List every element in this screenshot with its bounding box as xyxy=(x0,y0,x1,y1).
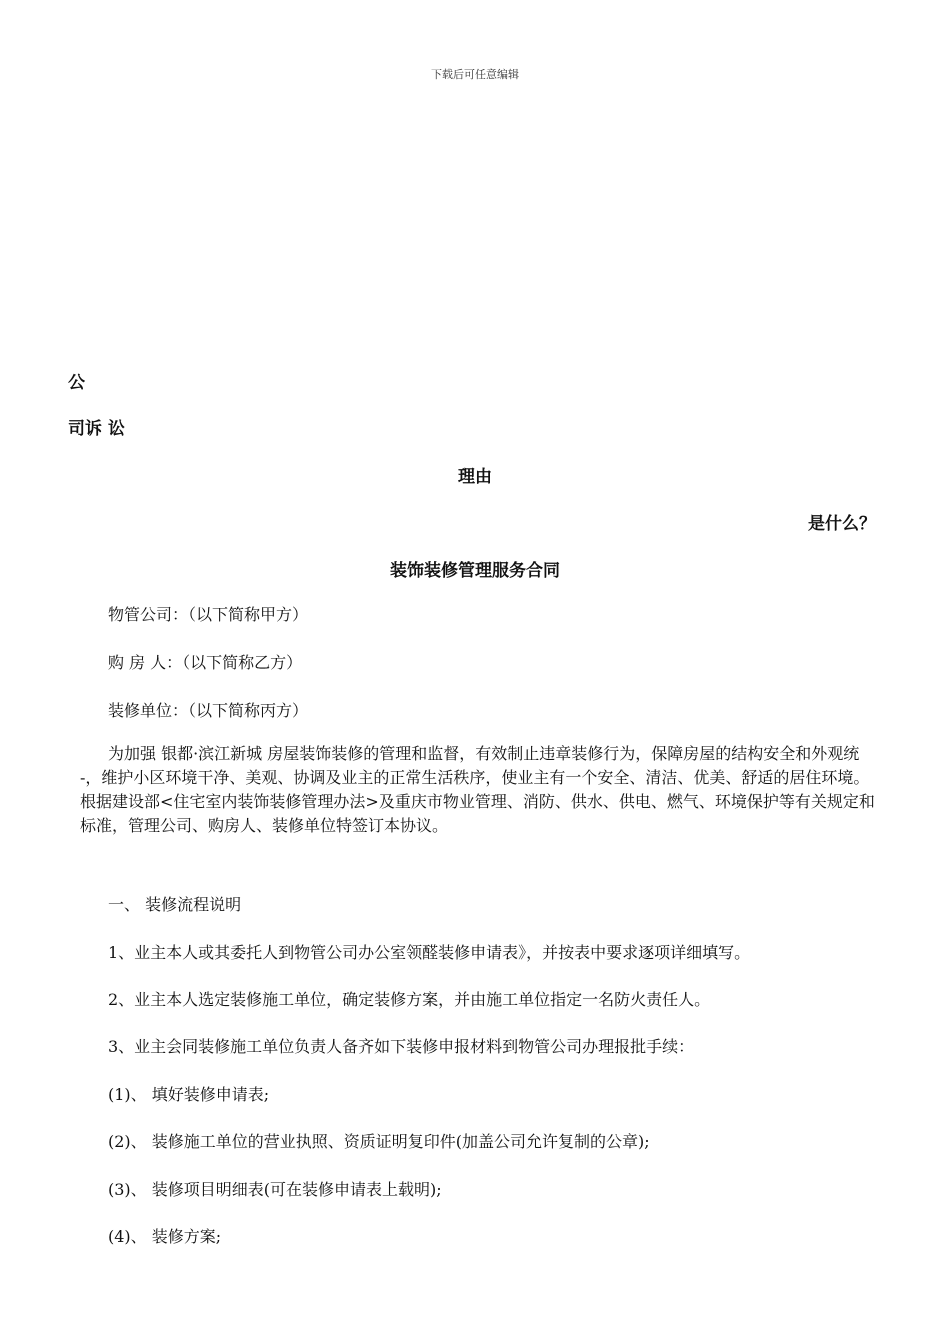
list-item-1: 1、业主本人或其委托人到物管公司办公室领醛装修申请表》，并按表中要求逐项详细填写。 xyxy=(108,943,751,962)
sub-item-2: (2)、 装修施工单位的营业执照、资质证明复印件(加盖公司允许复制的公章); xyxy=(108,1132,650,1151)
sub-item-4: (4)、 装修方案; xyxy=(108,1227,222,1246)
title-fragment-1: 公 xyxy=(68,373,85,393)
title-fragment-3: 理由 xyxy=(458,467,492,487)
page-header-note: 下载后可任意编辑 xyxy=(431,68,519,81)
intro-paragraph: 为加强 银都·滨江新城 房屋装饰装修的管理和监督，有效制止违章装修行为，保障房屋的结构安全和外观统 -，维护小区环境干净、美观、协调及业主的正常生活秩序，使业主有一个安全、清洁、优美、舒适的居住环境。根据建设部<住宅室内装饰装修管理办法>及重庆市物业管理、消防、供水、供电、燃气、环境保护等有关规定和标准，管理公司、购房人、装修单位特签订本协议。 xyxy=(80,744,875,835)
party-a-line: 物管公司：（以下简称甲方） xyxy=(108,605,309,624)
contract-title: 装饰装修管理服务合同 xyxy=(390,561,560,581)
list-item-2: 2、业主本人选定装修施工单位，确定装修方案，并由施工单位指定一名防火责任人。 xyxy=(108,990,711,1009)
party-c-line: 装修单位：（以下简称丙方） xyxy=(108,701,309,720)
sub-item-3: (3)、 装修项目明细表(可在装修申请表上载明); xyxy=(108,1180,442,1199)
party-b-line: 购 房 人：（以下简称乙方） xyxy=(108,653,303,672)
title-fragment-2: 司诉 讼 xyxy=(68,419,125,439)
title-fragment-4: 是什么？ xyxy=(808,514,876,534)
sub-item-1: (1)、 填好装修申请表; xyxy=(108,1085,270,1104)
section-heading-1: 一、 装修流程说明 xyxy=(108,895,242,914)
list-item-3: 3、业主会同装修施工单位负责人备齐如下装修申报材料到物管公司办理报批手续： xyxy=(108,1037,695,1056)
